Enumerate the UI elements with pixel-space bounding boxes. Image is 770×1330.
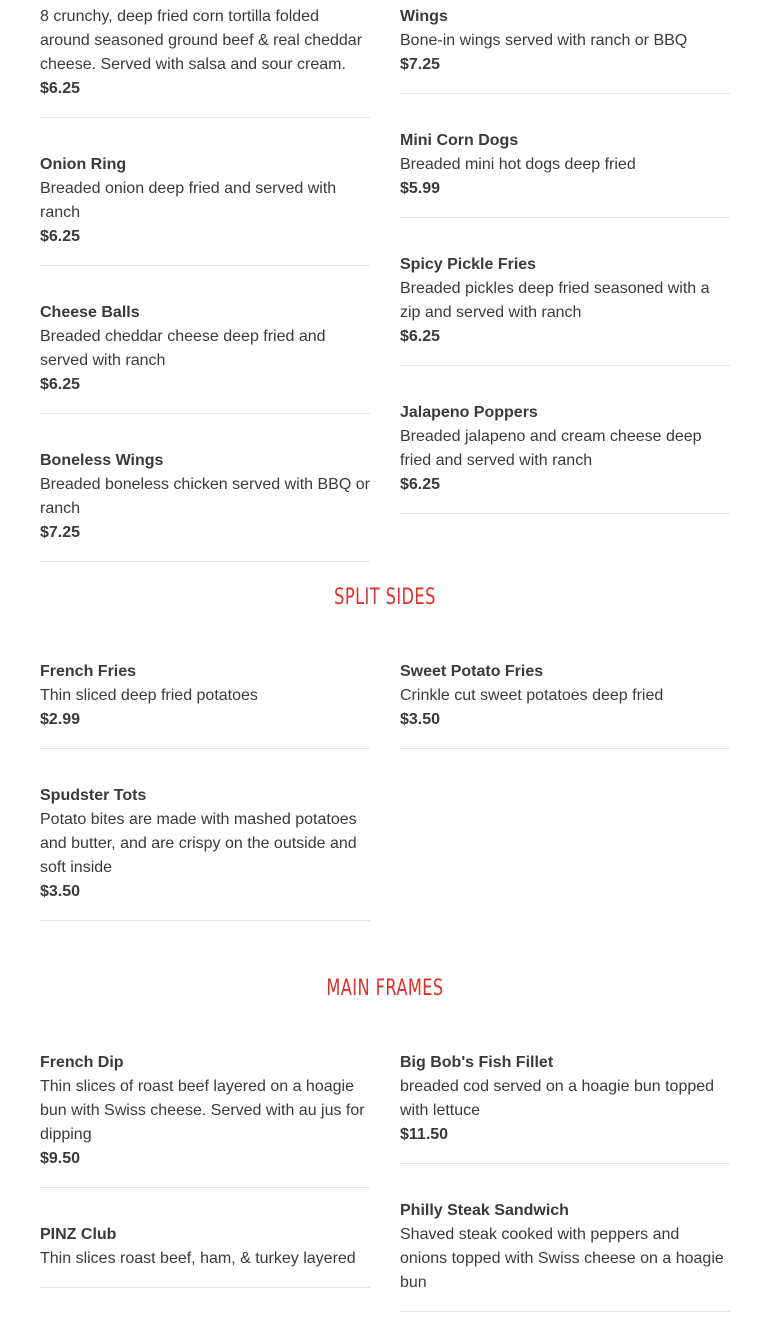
item-price: $6.25: [40, 376, 81, 393]
item-name: Spicy Pickle Fries: [400, 256, 537, 273]
item-name: Onion Ring: [40, 156, 127, 173]
item-description: breaded cod served on a hoagie bun topped with lettuce: [400, 1078, 715, 1119]
item-price: $5.99: [400, 180, 441, 197]
menu-item: [40, 136, 370, 266]
item-name: Wings: [400, 8, 448, 25]
menu-item: [40, 643, 370, 749]
item-price: $6.25: [400, 328, 441, 345]
split-sides-right-column: [400, 643, 730, 939]
item-description: Potato bites are made with mashed potatoes and butter, and are crispy on the outside and soft inside: [40, 811, 357, 876]
section-title-split-sides: SPLIT SIDES: [334, 585, 436, 610]
item-description: Breaded onion deep fried and served with ranch: [40, 180, 337, 221]
item-description: Breaded cheddar cheese deep fried and served with ranch: [40, 328, 326, 369]
menu-item: [40, 0, 370, 118]
menu-item: [400, 112, 730, 218]
item-name: Cheese Balls: [40, 304, 140, 321]
item-description: Thin slices of roast beef layered on a hoagie bun with Swiss cheese. Served with au jus for dipping: [40, 1078, 365, 1143]
item-description: Breaded mini hot dogs deep fried: [400, 156, 636, 173]
menu-item: [400, 0, 730, 94]
item-price: $7.25: [400, 56, 441, 73]
item-price: $7.25: [40, 524, 81, 541]
item-price: $3.50: [40, 883, 81, 900]
item-name: French Fries: [40, 663, 137, 680]
item-description: 8 crunchy, deep fried corn tortilla folded around seasoned ground beef & real cheddar cheese. Served with salsa and sour cream.: [40, 8, 363, 73]
item-price: $6.25: [40, 228, 81, 245]
item-name: Sweet Potato Fries: [400, 663, 544, 680]
item-description: Bone-in wings served with ranch or BBQ: [400, 32, 688, 49]
menu-item: [400, 236, 730, 366]
main-frames-left-column: [40, 1034, 370, 1330]
menu-item: [400, 643, 730, 749]
appetizers-right-column: [400, 0, 730, 580]
item-description: Thin sliced deep fried potatoes: [40, 687, 258, 704]
item-description: Breaded pickles deep fried seasoned with a zip and served with ranch: [400, 280, 710, 321]
item-price: $2.99: [40, 711, 81, 728]
item-price: $9.50: [40, 1150, 81, 1167]
item-description: Crinkle cut sweet potatoes deep fried: [400, 687, 664, 704]
menu-item: [400, 1182, 730, 1312]
menu-item: [40, 767, 370, 921]
main-frames-grid: [40, 1034, 730, 1330]
item-description: Thin slices roast beef, ham, & turkey layered: [40, 1250, 356, 1267]
appetizers-grid: [40, 0, 730, 580]
item-name: Boneless Wings: [40, 452, 164, 469]
menu-item: [40, 284, 370, 414]
item-name: Jalapeno Poppers: [400, 404, 538, 421]
item-description: Breaded boneless chicken served with BBQ or ranch: [40, 476, 370, 517]
split-sides-grid: [40, 643, 730, 939]
item-price: $11.50: [400, 1126, 449, 1143]
menu-item: [40, 1206, 370, 1288]
menu-item: [400, 384, 730, 514]
item-price: $6.25: [400, 476, 441, 493]
item-name: Spudster Tots: [40, 787, 147, 804]
item-description: Breaded jalapeno and cream cheese deep fried and served with ranch: [400, 428, 702, 469]
item-name: Big Bob's Fish Fillet: [400, 1054, 554, 1071]
section-title-main-frames: MAIN FRAMES: [326, 976, 444, 1001]
item-name: Mini Corn Dogs: [400, 132, 519, 149]
main-frames-right-column: [400, 1034, 730, 1330]
split-sides-left-column: [40, 643, 370, 939]
item-name: Philly Steak Sandwich: [400, 1202, 569, 1219]
item-price: $3.50: [400, 711, 441, 728]
item-name: PINZ Club: [40, 1226, 117, 1243]
menu-item: [40, 1034, 370, 1188]
appetizers-left-column: [40, 0, 370, 580]
item-description: Shaved steak cooked with peppers and onions topped with Swiss cheese on a hoagie bun: [400, 1226, 724, 1291]
item-price: $6.25: [40, 80, 81, 97]
item-name: French Dip: [40, 1054, 124, 1071]
menu-item: [400, 1034, 730, 1164]
menu-item: [40, 432, 370, 562]
